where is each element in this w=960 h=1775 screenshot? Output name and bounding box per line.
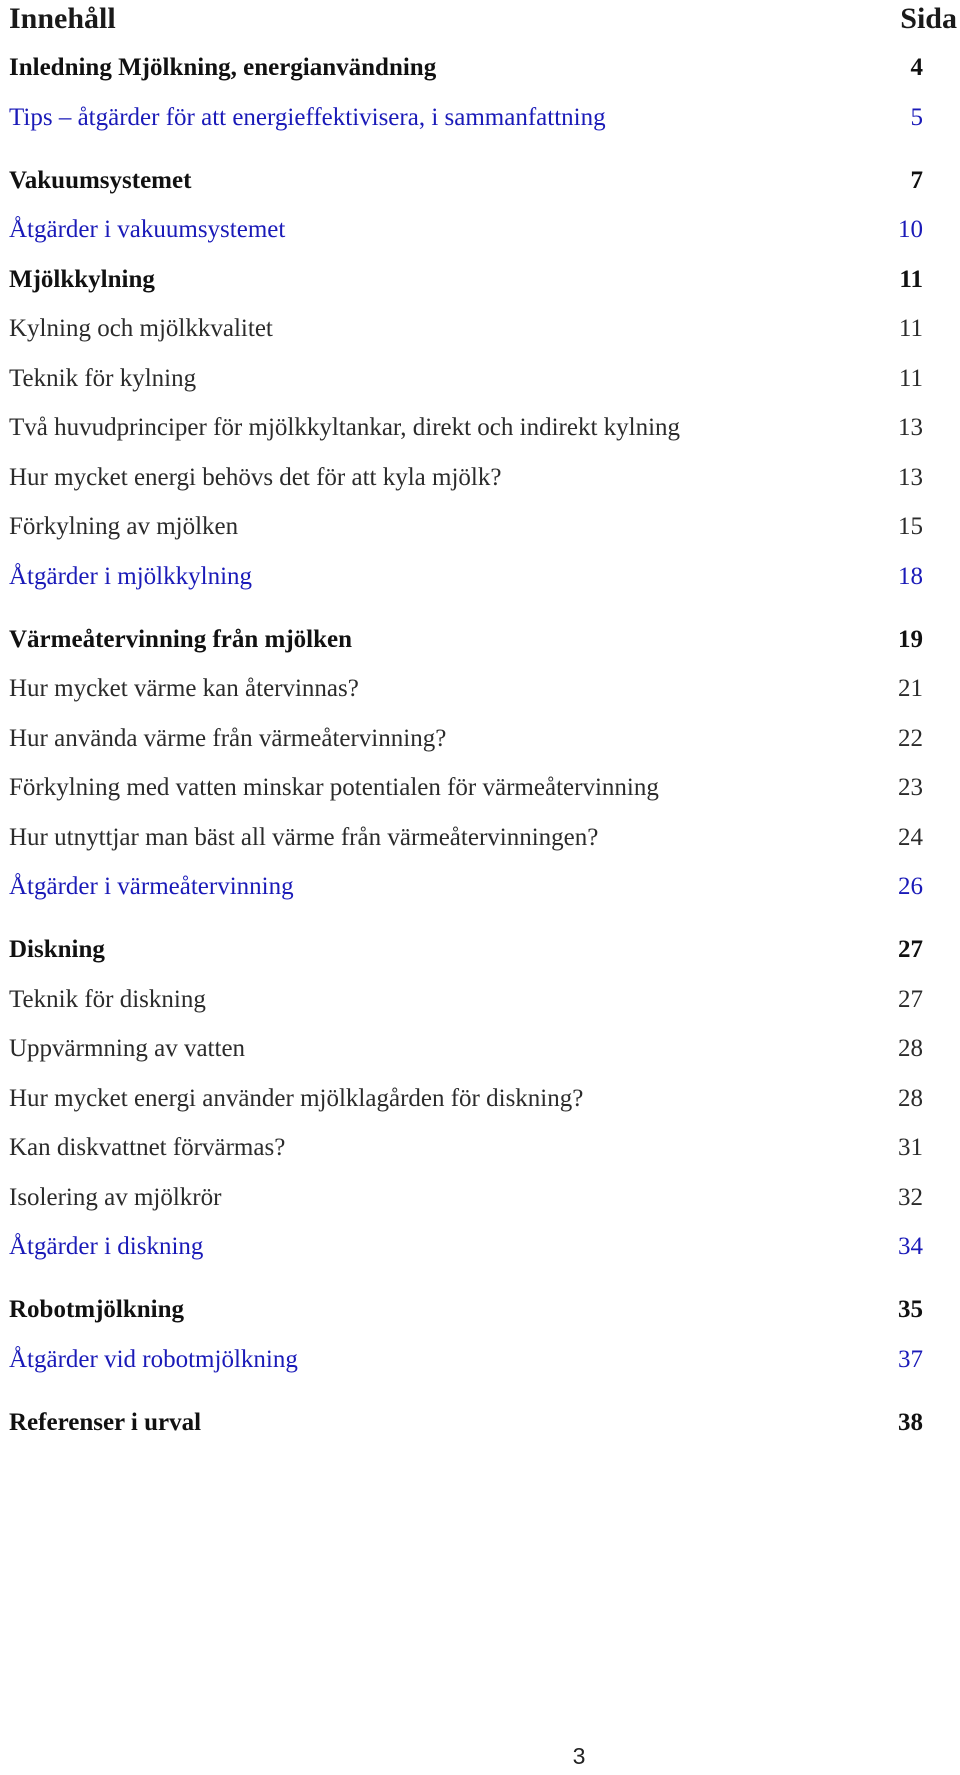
toc-entry-section[interactable]: [9, 511, 923, 543]
toc-entry-page: 31: [898, 1134, 923, 1161]
toc-entry-page: 22: [898, 724, 923, 752]
toc-entry-section[interactable]: [9, 822, 923, 854]
toc-entry-chapter[interactable]: [9, 624, 923, 656]
toc-entry-link[interactable]: [9, 561, 923, 593]
toc-entry-title: Värmeåtervinning från mjölken: [9, 625, 353, 653]
toc-entry-page: 34: [898, 1233, 923, 1260]
toc-entry-title: Kylning och mjölkkvalitet: [9, 315, 273, 342]
toc-entry-link[interactable]: [9, 1344, 923, 1376]
toc-entry-title: Hur mycket energi använder mjölklagården för diskning?: [9, 1084, 584, 1112]
toc-entry-title: Kan diskvattnet förvärmas?: [9, 1134, 286, 1161]
toc-entry-title: Hur mycket värme kan återvinnas?: [9, 675, 359, 702]
toc-entry-chapter[interactable]: [9, 1407, 923, 1439]
toc-entry-page: 24: [898, 823, 923, 851]
toc-entry-link[interactable]: [9, 102, 923, 134]
toc-entry-title: Hur använda värme från värmeåtervinning?: [9, 724, 447, 752]
toc-entry-page: 26: [898, 873, 923, 900]
toc-entry-section[interactable]: [9, 984, 923, 1016]
toc-entry-page: 38: [898, 1408, 923, 1436]
toc-entry-page: 28: [898, 1084, 923, 1112]
page-number: 3: [572, 1743, 586, 1769]
toc-entry-section[interactable]: [9, 673, 923, 705]
toc-entry-section[interactable]: [9, 772, 923, 804]
toc-entry-title: Åtgärder i mjölkkylning: [9, 562, 253, 590]
toc-entry-link[interactable]: [9, 1231, 923, 1263]
toc-entry-title: Åtgärder i diskning: [9, 1233, 204, 1260]
toc-entry-title: Åtgärder i vakuumsystemet: [9, 216, 286, 243]
toc-entry-title: Referenser i urval: [9, 1408, 202, 1436]
toc-header: [9, 1, 959, 37]
toc-entry-title: Hur utnyttjar man bäst all värme från värmeåtervinningen?: [9, 823, 599, 851]
toc-entry-page: 23: [898, 774, 923, 801]
toc-entry-title: Åtgärder i värmeåtervinning: [9, 873, 294, 900]
toc-entry-title: Diskning: [9, 936, 105, 963]
toc-entry-section[interactable]: [9, 462, 923, 494]
toc-entry-title: Två huvudprinciper för mjölkkyltankar, direkt och indirekt kylning: [9, 414, 681, 441]
toc-entry-title: Teknik för kylning: [9, 364, 197, 392]
toc-entry-chapter[interactable]: [9, 934, 923, 966]
toc-entry-chapter[interactable]: [9, 264, 923, 296]
toc-entry-link[interactable]: [9, 214, 923, 246]
toc-entry-page: 19: [898, 625, 923, 653]
toc-entry-page: 21: [898, 675, 923, 702]
toc-entry-section[interactable]: [9, 723, 923, 755]
toc-entry-title: Uppvärmning av vatten: [9, 1035, 246, 1062]
toc-entry-link[interactable]: [9, 871, 923, 903]
toc-entry-page: 37: [898, 1345, 923, 1373]
toc-entry-title: Förkylning av mjölken: [9, 513, 239, 540]
toc-entry-title: Mjölkkylning: [9, 265, 155, 293]
table-of-contents: [9, 0, 957, 1456]
toc-entry-page: 13: [898, 463, 923, 491]
toc-entry-section[interactable]: [9, 1083, 923, 1115]
toc-entry-title: Åtgärder vid robotmjölkning: [9, 1345, 298, 1373]
toc-entry-page: 10: [898, 216, 923, 243]
toc-entry-page: 18: [898, 562, 923, 590]
toc-entry-chapter[interactable]: [9, 165, 923, 197]
toc-entry-title: Tips – åtgärder för att energieffektivisera, i sammanfattning: [9, 103, 606, 131]
toc-entry-title: Förkylning med vatten minskar potentialen för värmeåtervinning: [9, 774, 659, 801]
toc-entry-page: 11: [898, 315, 923, 342]
toc-entry-page: 28: [898, 1035, 923, 1062]
toc-entry-page: 11: [898, 364, 923, 392]
toc-entry-section[interactable]: [9, 363, 923, 395]
toc-entry-page: 35: [898, 1296, 923, 1323]
toc-entry-section[interactable]: [9, 313, 923, 345]
toc-entry-section[interactable]: [9, 412, 923, 444]
toc-entry-title: Inledning Mjölkning, energianvändning: [9, 54, 437, 81]
toc-entry-page: 5: [910, 103, 923, 131]
toc-entry-page: 11: [899, 265, 923, 293]
toc-entry-section[interactable]: [9, 1132, 923, 1164]
page-column-label: Sida: [900, 2, 957, 35]
toc-entry-page: 27: [898, 985, 923, 1013]
toc-entry-page: 7: [910, 166, 923, 194]
toc-entry-page: 27: [898, 936, 923, 963]
toc-entry-chapter[interactable]: [9, 1294, 923, 1326]
toc-entry-section[interactable]: [9, 1182, 923, 1214]
toc-entry-title: Hur mycket energi behövs det för att kyla mjölk?: [9, 463, 502, 491]
toc-entry-section[interactable]: [9, 1033, 923, 1065]
toc-entry-page: 15: [898, 513, 923, 540]
toc-heading: Innehåll: [9, 2, 116, 35]
toc-entry-chapter[interactable]: [9, 52, 923, 84]
toc-entry-title: Robotmjölkning: [9, 1296, 185, 1323]
toc-entry-title: Isolering av mjölkrör: [9, 1183, 222, 1211]
toc-entry-title: Teknik för diskning: [9, 985, 206, 1013]
toc-entry-page: 32: [898, 1183, 923, 1211]
toc-entry-page: 13: [898, 414, 923, 441]
toc-entry-title: Vakuumsystemet: [9, 166, 192, 194]
toc-entry-page: 4: [910, 54, 923, 81]
